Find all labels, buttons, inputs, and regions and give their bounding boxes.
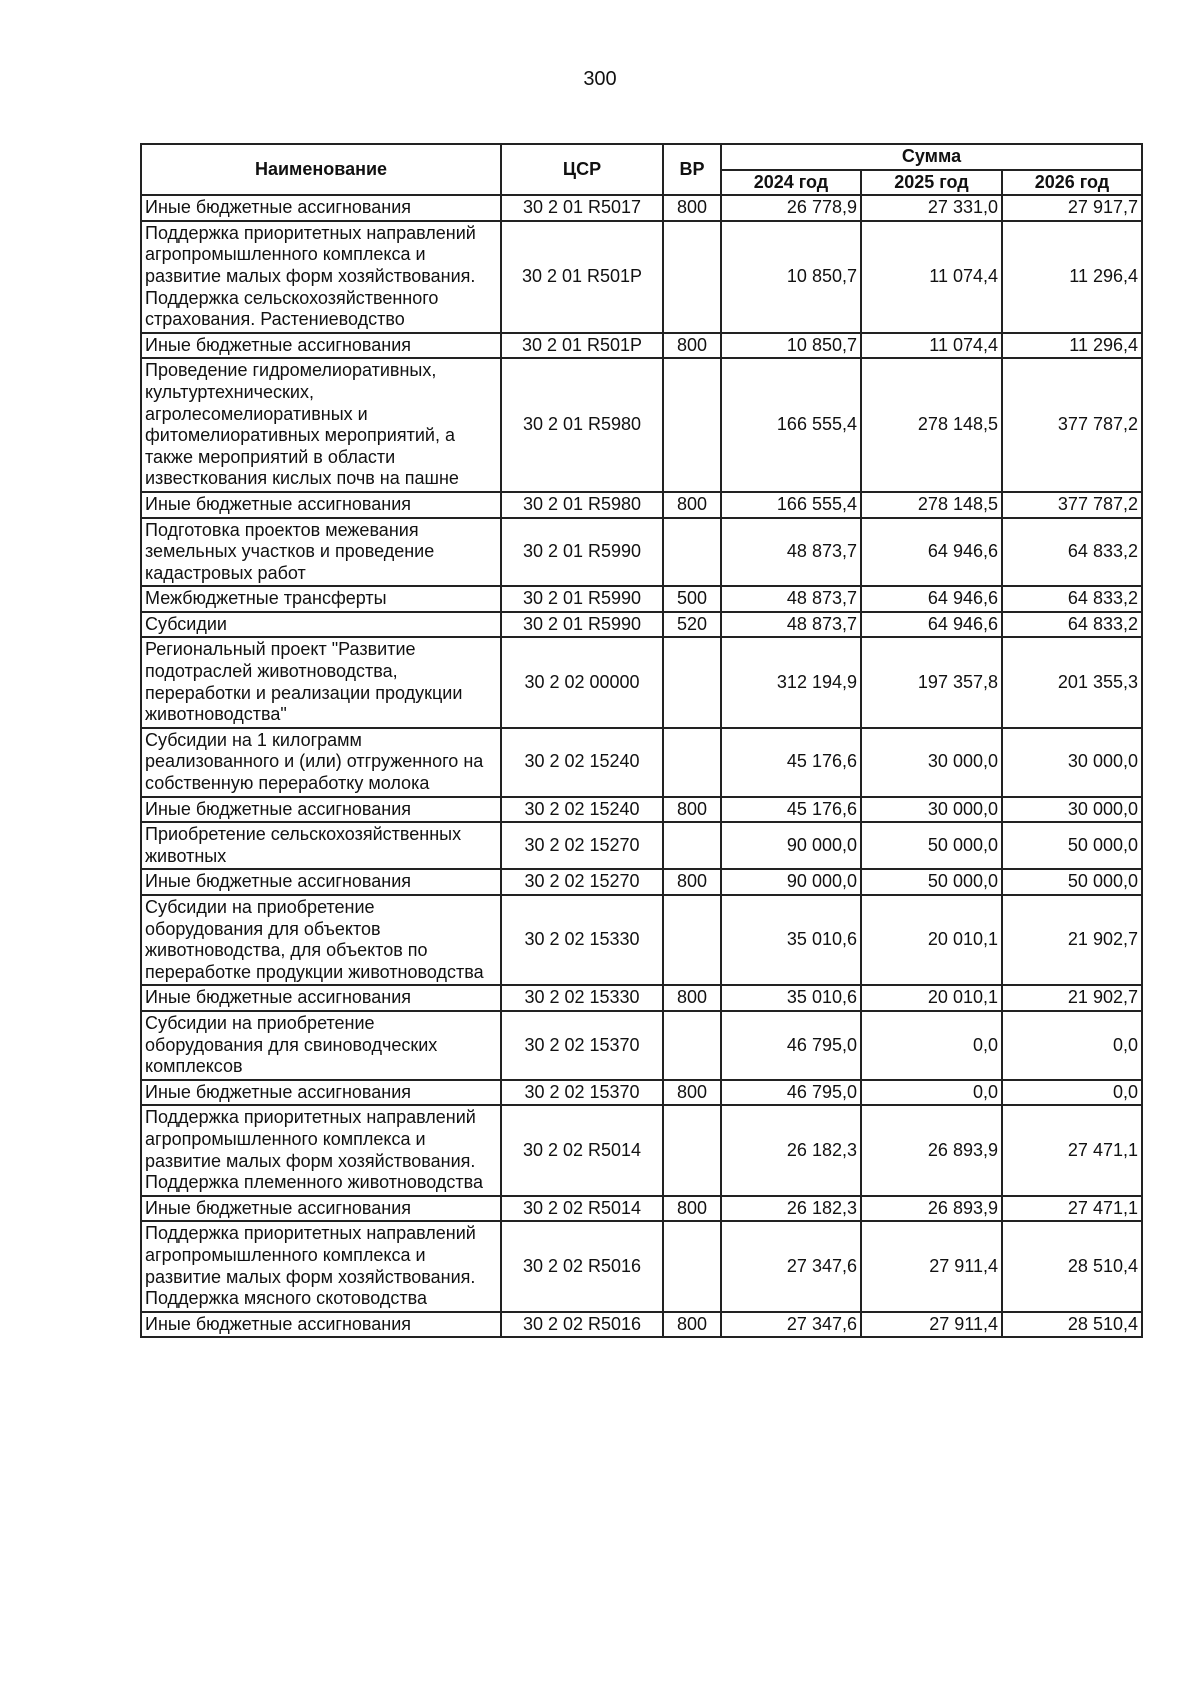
cell-vr: 800 xyxy=(663,1196,721,1222)
cell-amount-2024: 90 000,0 xyxy=(721,822,861,869)
cell-amount-2026: 28 510,4 xyxy=(1002,1312,1142,1338)
header-year-2025: 2025 год xyxy=(861,170,1002,196)
header-name: Наименование xyxy=(141,144,501,195)
cell-amount-2026: 30 000,0 xyxy=(1002,797,1142,823)
cell-csr: 30 2 02 15240 xyxy=(501,728,663,797)
table-row xyxy=(141,492,1142,518)
table-row xyxy=(141,1080,1142,1106)
cell-amount-2025: 64 946,6 xyxy=(861,612,1002,638)
table-row xyxy=(141,195,1142,221)
table-row xyxy=(141,1196,1142,1222)
cell-name: Иные бюджетные ассигнования xyxy=(141,1196,501,1222)
cell-amount-2024: 45 176,6 xyxy=(721,728,861,797)
cell-amount-2025: 27 911,4 xyxy=(861,1312,1002,1338)
cell-name: Поддержка приоритетных направлений агропромышленного комплекса и развитие малых форм хозяйствования. Поддержка племенного животноводства xyxy=(141,1105,501,1195)
cell-amount-2024: 26 182,3 xyxy=(721,1105,861,1195)
cell-amount-2026: 377 787,2 xyxy=(1002,358,1142,492)
cell-amount-2025: 278 148,5 xyxy=(861,492,1002,518)
cell-csr: 30 2 02 15330 xyxy=(501,895,663,985)
cell-amount-2025: 0,0 xyxy=(861,1011,1002,1080)
cell-amount-2026: 30 000,0 xyxy=(1002,728,1142,797)
cell-vr: 800 xyxy=(663,797,721,823)
table-row xyxy=(141,518,1142,587)
cell-amount-2026: 27 471,1 xyxy=(1002,1105,1142,1195)
cell-amount-2025: 26 893,9 xyxy=(861,1196,1002,1222)
cell-vr: 800 xyxy=(663,985,721,1011)
cell-amount-2024: 48 873,7 xyxy=(721,586,861,612)
cell-amount-2026: 27 471,1 xyxy=(1002,1196,1142,1222)
cell-vr xyxy=(663,1011,721,1080)
cell-csr: 30 2 02 15270 xyxy=(501,869,663,895)
cell-amount-2024: 166 555,4 xyxy=(721,492,861,518)
cell-csr: 30 2 01 R5990 xyxy=(501,612,663,638)
cell-csr: 30 2 01 R501P xyxy=(501,333,663,359)
cell-amount-2025: 26 893,9 xyxy=(861,1105,1002,1195)
cell-vr: 800 xyxy=(663,195,721,221)
cell-vr: 800 xyxy=(663,869,721,895)
cell-amount-2024: 45 176,6 xyxy=(721,797,861,823)
cell-amount-2024: 48 873,7 xyxy=(721,518,861,587)
table-header xyxy=(141,144,1142,195)
cell-vr xyxy=(663,518,721,587)
table-row xyxy=(141,358,1142,492)
cell-amount-2026: 50 000,0 xyxy=(1002,822,1142,869)
cell-amount-2026: 50 000,0 xyxy=(1002,869,1142,895)
cell-vr xyxy=(663,822,721,869)
cell-csr: 30 2 02 15370 xyxy=(501,1011,663,1080)
table-row xyxy=(141,612,1142,638)
cell-name: Иные бюджетные ассигнования xyxy=(141,195,501,221)
table-row xyxy=(141,221,1142,333)
table-row xyxy=(141,728,1142,797)
cell-csr: 30 2 02 R5016 xyxy=(501,1221,663,1311)
cell-amount-2025: 30 000,0 xyxy=(861,728,1002,797)
page-number: 300 xyxy=(583,68,617,90)
table-row xyxy=(141,1011,1142,1080)
cell-amount-2024: 27 347,6 xyxy=(721,1312,861,1338)
cell-vr xyxy=(663,728,721,797)
cell-name: Региональный проект "Развитие подотраслей животноводства, переработки и реализации продукции животноводства" xyxy=(141,637,501,727)
cell-amount-2026: 11 296,4 xyxy=(1002,221,1142,333)
cell-name: Субсидии на приобретение оборудования для объектов животноводства, для объектов по переработке продукции животноводства xyxy=(141,895,501,985)
cell-amount-2024: 10 850,7 xyxy=(721,221,861,333)
cell-amount-2026: 0,0 xyxy=(1002,1011,1142,1080)
cell-vr: 800 xyxy=(663,333,721,359)
cell-amount-2024: 46 795,0 xyxy=(721,1011,861,1080)
cell-vr xyxy=(663,637,721,727)
cell-name: Межбюджетные трансферты xyxy=(141,586,501,612)
cell-amount-2025: 27 911,4 xyxy=(861,1221,1002,1311)
cell-vr xyxy=(663,358,721,492)
cell-amount-2024: 166 555,4 xyxy=(721,358,861,492)
cell-name: Иные бюджетные ассигнования xyxy=(141,797,501,823)
cell-vr: 800 xyxy=(663,1312,721,1338)
cell-amount-2024: 10 850,7 xyxy=(721,333,861,359)
table-row xyxy=(141,985,1142,1011)
table-body xyxy=(141,195,1142,1337)
cell-csr: 30 2 02 15240 xyxy=(501,797,663,823)
cell-name: Иные бюджетные ассигнования xyxy=(141,492,501,518)
table-row xyxy=(141,1105,1142,1195)
cell-csr: 30 2 01 R501P xyxy=(501,221,663,333)
cell-name: Иные бюджетные ассигнования xyxy=(141,333,501,359)
cell-amount-2025: 30 000,0 xyxy=(861,797,1002,823)
cell-csr: 30 2 02 15330 xyxy=(501,985,663,1011)
header-sum: Сумма xyxy=(721,144,1142,170)
cell-vr: 520 xyxy=(663,612,721,638)
cell-amount-2026: 21 902,7 xyxy=(1002,985,1142,1011)
cell-amount-2025: 50 000,0 xyxy=(861,822,1002,869)
cell-csr: 30 2 01 R5980 xyxy=(501,358,663,492)
cell-amount-2026: 0,0 xyxy=(1002,1080,1142,1106)
cell-csr: 30 2 01 R5017 xyxy=(501,195,663,221)
cell-csr: 30 2 02 15270 xyxy=(501,822,663,869)
cell-amount-2024: 26 778,9 xyxy=(721,195,861,221)
cell-amount-2025: 0,0 xyxy=(861,1080,1002,1106)
cell-csr: 30 2 02 R5014 xyxy=(501,1105,663,1195)
cell-csr: 30 2 01 R5990 xyxy=(501,518,663,587)
cell-vr xyxy=(663,1105,721,1195)
cell-amount-2025: 64 946,6 xyxy=(861,518,1002,587)
cell-amount-2024: 46 795,0 xyxy=(721,1080,861,1106)
cell-name: Подготовка проектов межевания земельных участков и проведение кадастровых работ xyxy=(141,518,501,587)
cell-amount-2026: 11 296,4 xyxy=(1002,333,1142,359)
budget-table xyxy=(140,143,1143,1338)
table-row xyxy=(141,797,1142,823)
cell-amount-2024: 27 347,6 xyxy=(721,1221,861,1311)
cell-vr: 800 xyxy=(663,492,721,518)
cell-name: Поддержка приоритетных направлений агропромышленного комплекса и развитие малых форм хозяйствования. Поддержка сельскохозяйственного страхования. Растениеводство xyxy=(141,221,501,333)
cell-vr xyxy=(663,221,721,333)
cell-amount-2025: 197 357,8 xyxy=(861,637,1002,727)
cell-name: Проведение гидромелиоративных, культуртехнических, агролесомелиоративных и фитомелиоративных мероприятий, а также мероприятий в области известкования кислых почв на пашне xyxy=(141,358,501,492)
cell-name: Иные бюджетные ассигнования xyxy=(141,1080,501,1106)
cell-vr: 800 xyxy=(663,1080,721,1106)
cell-name: Иные бюджетные ассигнования xyxy=(141,869,501,895)
cell-csr: 30 2 01 R5990 xyxy=(501,586,663,612)
header-year-2026: 2026 год xyxy=(1002,170,1142,196)
cell-amount-2026: 21 902,7 xyxy=(1002,895,1142,985)
cell-amount-2026: 28 510,4 xyxy=(1002,1221,1142,1311)
header-year-2024: 2024 год xyxy=(721,170,861,196)
cell-amount-2026: 64 833,2 xyxy=(1002,586,1142,612)
cell-amount-2024: 48 873,7 xyxy=(721,612,861,638)
table-row xyxy=(141,869,1142,895)
table-row xyxy=(141,1312,1142,1338)
cell-amount-2024: 90 000,0 xyxy=(721,869,861,895)
cell-amount-2026: 201 355,3 xyxy=(1002,637,1142,727)
header-csr: ЦСР xyxy=(501,144,663,195)
cell-amount-2026: 64 833,2 xyxy=(1002,518,1142,587)
cell-amount-2025: 20 010,1 xyxy=(861,895,1002,985)
cell-csr: 30 2 02 R5016 xyxy=(501,1312,663,1338)
cell-name: Субсидии xyxy=(141,612,501,638)
cell-amount-2026: 64 833,2 xyxy=(1002,612,1142,638)
cell-vr xyxy=(663,1221,721,1311)
cell-name: Приобретение сельскохозяйственных животных xyxy=(141,822,501,869)
table-row xyxy=(141,822,1142,869)
table-row xyxy=(141,333,1142,359)
cell-amount-2025: 11 074,4 xyxy=(861,221,1002,333)
table-row xyxy=(141,1221,1142,1311)
cell-amount-2026: 377 787,2 xyxy=(1002,492,1142,518)
cell-vr: 500 xyxy=(663,586,721,612)
header-vr: ВР xyxy=(663,144,721,195)
cell-vr xyxy=(663,895,721,985)
cell-amount-2024: 312 194,9 xyxy=(721,637,861,727)
cell-amount-2025: 20 010,1 xyxy=(861,985,1002,1011)
cell-csr: 30 2 02 00000 xyxy=(501,637,663,727)
cell-amount-2025: 11 074,4 xyxy=(861,333,1002,359)
cell-amount-2024: 35 010,6 xyxy=(721,895,861,985)
cell-name: Субсидии на 1 килограмм реализованного и (или) отгруженного на собственную переработку молока xyxy=(141,728,501,797)
cell-amount-2025: 64 946,6 xyxy=(861,586,1002,612)
cell-amount-2026: 27 917,7 xyxy=(1002,195,1142,221)
cell-csr: 30 2 02 15370 xyxy=(501,1080,663,1106)
cell-amount-2025: 27 331,0 xyxy=(861,195,1002,221)
table-row xyxy=(141,895,1142,985)
cell-name: Иные бюджетные ассигнования xyxy=(141,1312,501,1338)
cell-name: Иные бюджетные ассигнования xyxy=(141,985,501,1011)
cell-name: Субсидии на приобретение оборудования для свиноводческих комплексов xyxy=(141,1011,501,1080)
cell-csr: 30 2 01 R5980 xyxy=(501,492,663,518)
cell-amount-2024: 26 182,3 xyxy=(721,1196,861,1222)
cell-amount-2025: 50 000,0 xyxy=(861,869,1002,895)
cell-amount-2025: 278 148,5 xyxy=(861,358,1002,492)
cell-amount-2024: 35 010,6 xyxy=(721,985,861,1011)
table-row xyxy=(141,586,1142,612)
table-row xyxy=(141,637,1142,727)
cell-csr: 30 2 02 R5014 xyxy=(501,1196,663,1222)
cell-name: Поддержка приоритетных направлений агропромышленного комплекса и развитие малых форм хозяйствования. Поддержка мясного скотоводства xyxy=(141,1221,501,1311)
